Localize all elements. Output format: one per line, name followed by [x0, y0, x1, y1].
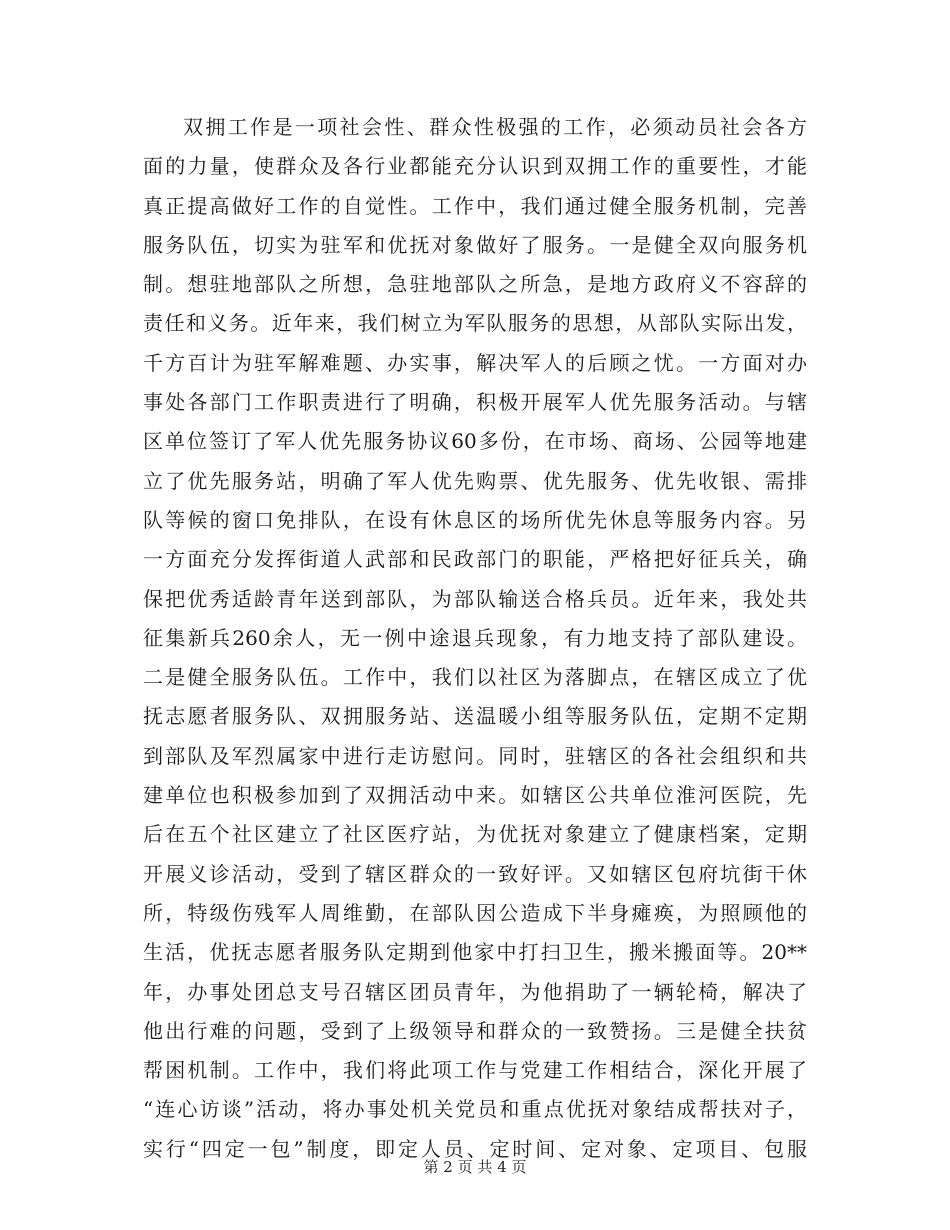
page-number-footer: 第 2 页 共 4 页	[423, 1158, 527, 1176]
paragraph-line: 千方百计为驻军解难题、办实事，解决军人的后顾之忧。一方面对办	[143, 350, 807, 375]
paragraph-line: 双拥工作是一项社会性、群众性极强的工作，必须动员社会各方	[183, 115, 807, 139]
paragraph-line: 责任和义务。近年来，我们树立为军队服务的思想，从部队实际出发，	[143, 311, 807, 336]
paragraph-line: 所，特级伤残军人周维勤，在部队因公造成下半身瘫痪，为照顾他的	[143, 900, 807, 925]
paragraph-line: 服务队伍，切实为驻军和优抚对象做好了服务。一是健全双向服务机	[143, 232, 807, 257]
paragraph-line: 开展义诊活动，受到了辖区群众的一致好评。又如辖区包府坑街干休	[143, 861, 807, 886]
paragraph-line: 事处各部门工作职责进行了明确，积极开展军人优先服务活动。与辖	[143, 390, 807, 415]
paragraph-line: 他出行难的问题，受到了上级领导和群众的一致赞扬。三是健全扶贫	[143, 1018, 807, 1043]
paragraph-line: 建单位也积极参加到了双拥活动中来。如辖区公共单位淮河医院，先	[143, 783, 807, 808]
paragraph-line: 生活，优抚志愿者服务队定期到他家中打扫卫生，搬米搬面等。20**	[143, 940, 807, 965]
paragraph-line: 一方面充分发挥街道人武部和民政部门的职能，严格把好征兵关，确	[143, 547, 807, 572]
paragraph-line: 实行“四定一包”制度，即定人员、定时间、定对象、定项目、包服	[143, 1136, 807, 1161]
paragraph-line: 后在五个社区建立了社区医疗站，为优抚对象建立了健康档案，定期	[143, 822, 807, 847]
paragraph-line: 区单位签订了军人优先服务协议60多份，在市场、商场、公园等地建	[143, 429, 807, 454]
paragraph-line: 年，办事处团总支号召辖区团员青年，为他捐助了一辆轮椅，解决了	[143, 979, 807, 1004]
paragraph-line: 到部队及军烈属家中进行走访慰问。同时，驻辖区的各社会组织和共	[143, 743, 807, 768]
paragraph-line: 真正提高做好工作的自觉性。工作中，我们通过健全服务机制，完善	[143, 193, 807, 218]
paragraph-line: 保把优秀适龄青年送到部队，为部队输送合格兵员。近年来，我处共	[143, 586, 807, 611]
paragraph-line: 面的力量，使群众及各行业都能充分认识到双拥工作的重要性，才能	[143, 154, 807, 179]
body-paragraph	[143, 108, 807, 1169]
paragraph-line: 帮困机制。工作中，我们将此项工作与党建工作相结合，深化开展了	[143, 1058, 807, 1083]
paragraph-line: 队等候的窗口免排队，在设有休息区的场所优先休息等服务内容。另	[143, 507, 807, 532]
paragraph-line: 立了优先服务站，明确了军人优先购票、优先服务、优先收银、需排	[143, 468, 807, 493]
paragraph-line: “连心访谈”活动，将办事处机关党员和重点优抚对象结成帮扶对子，	[143, 1097, 807, 1122]
paragraph-line: 二是健全服务队伍。工作中，我们以社区为落脚点，在辖区成立了优	[143, 665, 807, 690]
paragraph-line: 征集新兵260余人，无一例中途退兵现象，有力地支持了部队建设。	[143, 625, 807, 650]
paragraph-line: 制。想驻地部队之所想，急驻地部队之所急，是地方政府义不容辞的	[143, 272, 807, 297]
paragraph-line: 抚志愿者服务队、双拥服务站、送温暖小组等服务队伍，定期不定期	[143, 704, 807, 729]
